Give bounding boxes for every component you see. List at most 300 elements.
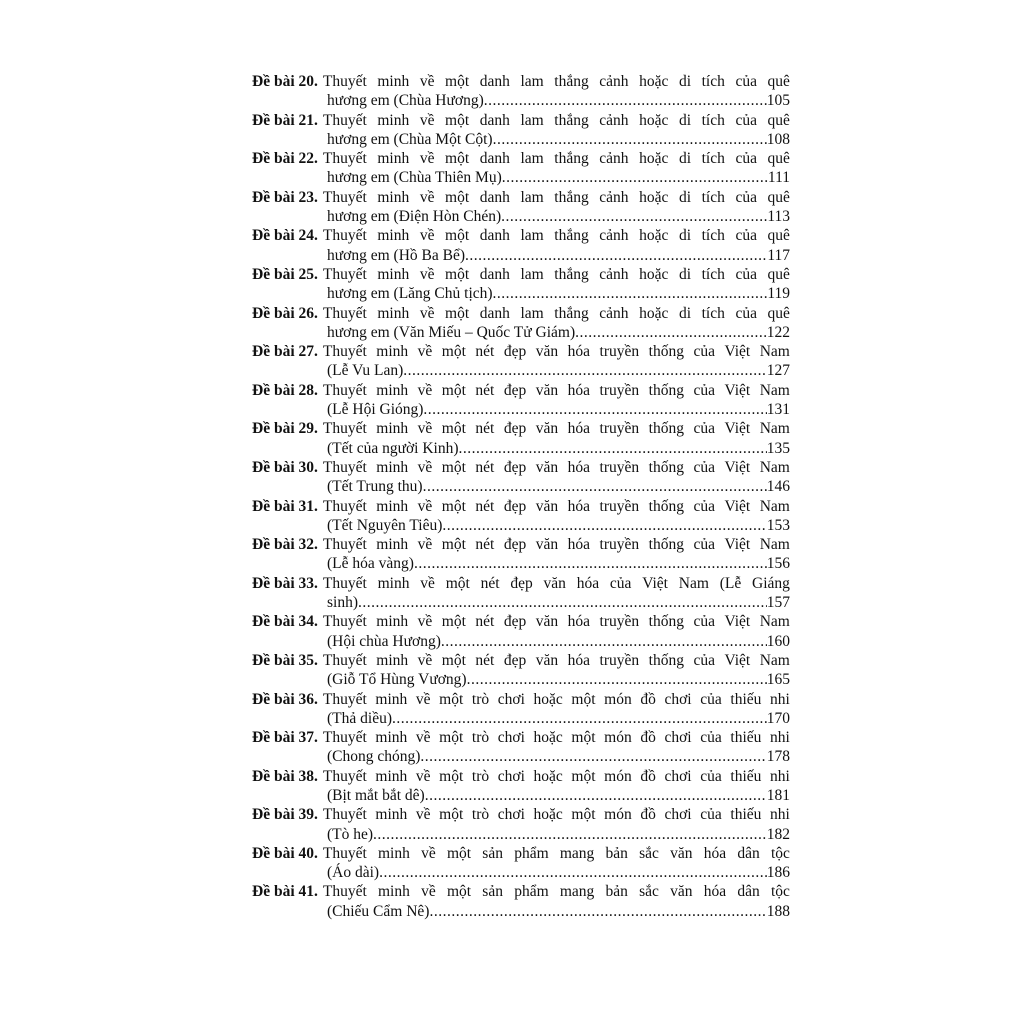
title-word: thắng [554,265,589,283]
toc-entry-continuation-line [252,323,790,342]
title-word: minh [377,227,410,245]
toc-entry[interactable] [252,767,790,806]
title-word: thống [648,458,684,476]
title-word: minh [376,381,409,399]
dot-leader [465,246,767,265]
title-word: đẹp [503,458,527,476]
title-word: Thuyết [322,73,367,90]
title-word: đồ [640,767,656,785]
title-word: một [446,844,472,862]
toc-entry[interactable] [252,111,790,150]
title-word: thắng [554,111,589,129]
title-word: thống [648,420,684,438]
title-word: Thuyết [322,651,367,669]
toc-entry[interactable] [252,535,790,574]
title-word: tích [701,227,725,245]
title-word: bản [605,883,628,901]
title-word: hóa [567,651,591,669]
title-word: sắc [639,883,659,901]
title-word: quê [767,265,790,283]
toc-entry-title-continuation: hương em (Hồ Ba Bể) [327,246,465,264]
toc-entry-page-number: 131 [766,401,790,419]
title-word: minh [377,111,410,129]
toc-entry-title [323,805,790,824]
toc-entry[interactable] [252,728,790,767]
title-word: minh [377,73,410,90]
title-word: một [445,111,470,129]
toc-entry-heading-line [252,844,790,863]
toc-entry-continuation-line [252,207,790,226]
title-word: Việt [724,651,751,669]
title-word: về [417,613,433,631]
dot-leader [502,168,768,187]
title-word: văn [535,536,559,554]
title-word: nét [475,381,495,399]
toc-entry-page-number: 156 [766,555,790,573]
toc-entry-title [323,844,790,863]
title-word: Nam [678,574,709,592]
title-word: Thuyết [322,111,367,129]
title-word: văn [535,420,559,438]
toc-entry-continuation-line [252,670,790,689]
toc-entry-title-continuation: (Tò he) [327,825,374,843]
title-word: minh [377,188,410,206]
toc-entry[interactable] [252,149,790,188]
toc-entry-title-continuation: (Thả diều) [327,709,392,727]
title-word: Thuyết [322,227,367,245]
title-word: văn [535,651,559,669]
toc-entry-heading-line [252,188,790,207]
toc-entry[interactable] [252,226,790,265]
title-word: danh [479,111,510,129]
title-word: (Lễ [719,574,742,592]
title-word: tộc [770,883,790,901]
title-word: một [445,150,470,168]
title-word: Nam [759,497,790,515]
title-word: minh [377,574,410,592]
title-word: tích [701,111,725,129]
toc-entry[interactable] [252,497,790,536]
title-word: Thuyết [322,767,367,785]
title-word: một [446,883,472,901]
toc-entry-title [323,690,790,709]
dot-leader [358,593,767,612]
toc-entry-continuation-line [252,168,790,187]
toc-entry-label: Đề bài 25. [252,265,318,283]
title-word: trò [471,729,490,747]
toc-entry-page-number: 188 [766,902,790,920]
title-word: minh [376,458,409,476]
toc-entry-title [323,149,790,168]
title-word: quê [767,188,790,206]
toc-entry[interactable] [252,265,790,304]
title-word: về [417,536,433,554]
dot-leader [501,207,767,226]
title-word: hóa [703,883,727,901]
toc-entry-title-continuation: (Áo dài) [327,864,380,882]
title-word: minh [377,304,410,322]
title-word: chơi [497,729,525,747]
title-word: hóa [576,574,600,592]
title-word: của [700,767,722,785]
title-word: danh [479,227,510,245]
toc-entry-title [323,72,790,91]
title-word: Việt [724,420,751,438]
title-word: một [445,574,470,592]
title-word: của [700,690,722,708]
toc-entry-list [252,72,790,921]
title-word: thắng [554,188,589,206]
title-word: về [419,150,435,168]
title-word: dân [737,883,760,901]
title-word: một [439,729,464,747]
title-word: Thuyết [322,536,367,554]
title-word: đẹp [503,536,527,554]
toc-entry-label: Đề bài 40. [252,844,318,862]
toc-entry-heading-line [252,265,790,284]
title-word: Thuyết [322,265,367,283]
toc-entry-label: Đề bài 27. [252,343,318,361]
title-word: quê [767,227,790,245]
toc-entry-title [323,265,790,284]
toc-entry-continuation-line [252,709,790,728]
title-word: hoặc [639,150,669,168]
title-word: của [693,343,715,361]
title-word: tích [701,265,725,283]
title-word: cảnh [599,265,629,283]
title-word: một [571,729,596,747]
title-word: Thuyết [322,188,367,206]
toc-entry-page-number: 181 [766,786,790,804]
title-word: sản [482,883,503,901]
title-word: Nam [759,613,790,631]
title-word: văn [670,883,693,901]
title-word: Thuyết [322,883,367,901]
toc-entry-title-continuation: (Chiếu Cẩm Nê) [327,902,430,920]
toc-entry-continuation-line [252,130,790,149]
title-word: của [693,613,715,631]
title-word: di [678,111,692,129]
title-word: sản [482,844,503,862]
toc-entry-heading-line [252,72,790,91]
toc-entry-title-continuation: (Tết Trung thu) [327,478,423,496]
toc-entry-page-number: 157 [766,594,790,612]
dot-leader [429,902,766,921]
title-word: của [700,806,722,824]
title-word: tích [701,150,725,168]
toc-entry-title-continuation: sinh) [327,594,358,612]
toc-entry-label: Đề bài 28. [252,381,318,399]
title-word: về [417,420,433,438]
title-word: món [604,729,632,747]
title-word: di [678,150,692,168]
title-word: về [419,188,435,206]
title-word: minh [375,806,408,824]
title-word: về [417,458,433,476]
title-word: minh [377,265,410,283]
title-word: nhi [770,690,790,708]
title-word: đẹp [503,613,527,631]
title-word: lam [520,304,544,322]
title-word: hóa [567,497,591,515]
title-word: truyền [599,420,640,438]
toc-entry-title [323,574,790,593]
title-word: nét [475,458,495,476]
title-word: Thuyết [322,613,367,631]
title-word: hóa [567,343,591,361]
toc-entry-page-number: 146 [766,478,790,496]
title-word: Nam [759,343,790,361]
dot-leader [392,709,767,728]
title-word: minh [376,536,409,554]
title-word: văn [535,613,559,631]
toc-entry-label: Đề bài 29. [252,420,318,438]
title-word: di [678,227,692,245]
title-word: Thuyết [322,806,367,824]
title-word: thiếu [730,729,762,747]
title-word: thiếu [730,767,762,785]
toc-entry-title-continuation: (Hội chùa Hương) [327,632,441,650]
toc-entry[interactable] [252,651,790,690]
dot-leader [425,786,767,805]
toc-entry-page-number: 165 [766,671,790,689]
toc-entry[interactable] [252,612,790,651]
title-word: chơi [497,806,525,824]
toc-entry-page-number: 160 [766,632,790,650]
title-word: di [678,304,692,322]
toc-entry-label: Đề bài 21. [252,111,318,129]
toc-entry-heading-line [252,535,790,554]
toc-entry-continuation-line [252,361,790,380]
title-word: chơi [497,767,525,785]
title-word: hoặc [533,767,563,785]
toc-entry-continuation-line [252,477,790,496]
title-word: truyền [599,613,640,631]
toc-entry-heading-line [252,111,790,130]
title-word: của [735,304,757,322]
toc-entry-continuation-line [252,747,790,766]
title-word: trò [471,806,490,824]
title-word: về [419,304,435,322]
toc-entry[interactable] [252,805,790,844]
title-word: nét [475,420,495,438]
toc-entry[interactable] [252,419,790,458]
title-word: tích [701,73,725,90]
toc-entry-title [323,458,790,477]
title-word: thiếu [730,690,762,708]
title-word: thống [648,651,684,669]
title-word: Thuyết [322,150,367,168]
toc-entry-label: Đề bài 33. [252,574,318,592]
title-word: hóa [567,458,591,476]
title-word: quê [767,73,790,90]
toc-entry-continuation-line [252,632,790,651]
title-word: nét [475,497,495,515]
toc-entry[interactable] [252,882,790,921]
toc-entry-label: Đề bài 35. [252,651,318,669]
title-word: thắng [554,73,589,90]
toc-entry-title [323,342,790,361]
toc-entry-title [323,767,790,786]
dot-leader [441,632,767,651]
title-word: về [415,690,431,708]
title-word: nhi [770,806,790,824]
toc-entry-label: Đề bài 37. [252,729,318,747]
title-word: một [445,265,470,283]
title-word: một [439,690,464,708]
title-word: của [735,227,757,245]
title-word: một [439,806,464,824]
title-word: văn [535,458,559,476]
title-word: đẹp [503,497,527,515]
title-word: nét [475,343,495,361]
toc-entry-continuation-line [252,246,790,265]
toc-entry[interactable] [252,381,790,420]
title-word: truyền [599,458,640,476]
title-word: minh [378,844,410,862]
toc-entry-title-continuation: (Bịt mắt bắt dê) [327,786,425,804]
title-word: một [441,497,466,515]
title-word: cảnh [599,227,629,245]
toc-entry-label: Đề bài 38. [252,767,318,785]
title-word: Thuyết [322,690,367,708]
title-word: di [678,73,692,90]
title-word: danh [479,73,510,90]
title-word: thống [648,613,684,631]
title-word: mang [559,883,595,901]
toc-entry-title-continuation: (Lễ Vu Lan) [327,362,404,380]
toc-entry-continuation-line [252,516,790,535]
title-word: về [417,381,433,399]
title-word: di [678,188,692,206]
title-word: Thuyết [322,497,367,515]
title-word: về [415,767,431,785]
toc-entry-heading-line [252,342,790,361]
toc-entry-heading-line [252,458,790,477]
title-word: minh [376,651,409,669]
toc-entry[interactable] [252,690,790,729]
toc-entry-page-number: 153 [766,516,790,534]
title-word: Giáng [752,574,790,592]
title-word: đẹp [503,420,527,438]
toc-entry-title [323,188,790,207]
toc-entry-title [323,226,790,245]
title-word: của [735,188,757,206]
title-word: của [693,381,715,399]
title-word: một [441,458,466,476]
title-word: một [441,420,466,438]
title-word: văn [543,574,566,592]
title-word: hoặc [639,111,669,129]
title-word: Việt [724,536,751,554]
toc-entry-continuation-line [252,825,790,844]
toc-entry-page-number: 127 [766,362,790,380]
title-word: cảnh [599,111,629,129]
toc-entry-label: Đề bài 31. [252,497,318,515]
toc-entry-heading-line [252,690,790,709]
title-word: đồ [640,806,656,824]
title-word: của [735,111,757,129]
dot-leader [442,516,766,535]
table-of-contents [252,72,790,921]
title-word: đẹp [503,381,527,399]
toc-entry-title-continuation: hương em (Chùa Một Cột) [327,130,493,148]
title-word: minh [376,420,409,438]
title-word: một [571,767,596,785]
toc-entry-label: Đề bài 23. [252,188,318,206]
title-word: lam [520,73,544,90]
title-word: cảnh [599,188,629,206]
toc-entry-title [323,535,790,554]
toc-entry-title [323,111,790,130]
toc-entry[interactable] [252,304,790,343]
toc-entry-page-number: 117 [767,246,790,264]
toc-entry-continuation-line [252,554,790,573]
title-word: tộc [770,844,790,862]
title-word: mang [559,844,595,862]
title-word: chơi [664,806,692,824]
title-word: về [420,574,435,592]
toc-entry-heading-line [252,226,790,245]
title-word: một [445,227,470,245]
title-word: thống [648,381,684,399]
title-word: tích [701,304,725,322]
title-word: danh [479,150,510,168]
title-word: Thuyết [322,729,367,747]
title-word: Nam [759,381,790,399]
title-word: về [417,651,433,669]
toc-entry-title-continuation: hương em (Lăng Chủ tịch) [327,285,493,303]
title-word: tích [701,188,725,206]
title-word: thắng [554,304,589,322]
title-word: Việt [642,574,668,592]
toc-entry-title [323,381,790,400]
toc-entry-label: Đề bài 36. [252,690,318,708]
title-word: về [417,497,433,515]
toc-entry[interactable] [252,458,790,497]
title-word: một [445,188,470,206]
toc-entry[interactable] [252,188,790,227]
toc-entry-page-number: 119 [767,285,790,303]
title-word: lam [520,265,544,283]
toc-entry[interactable] [252,574,790,613]
toc-entry[interactable] [252,342,790,381]
toc-entry-title-continuation: hương em (Văn Miếu – Quốc Tử Giám) [327,323,576,341]
title-word: bản [605,844,628,862]
title-word: Nam [759,651,790,669]
title-word: Việt [724,458,751,476]
title-word: lam [520,188,544,206]
title-word: minh [378,883,410,901]
dot-leader [403,361,766,380]
toc-entry-heading-line [252,728,790,747]
title-word: Việt [724,497,751,515]
dot-leader [484,91,767,110]
title-word: thắng [554,227,589,245]
title-word: nét [475,651,495,669]
title-word: hoặc [639,265,669,283]
toc-entry-title-continuation: hương em (Điện Hòn Chén) [327,208,502,226]
title-word: đẹp [510,574,533,592]
toc-entry-title-continuation: hương em (Chùa Thiên Mụ) [327,169,502,187]
title-word: truyền [599,381,640,399]
dot-leader [575,323,767,342]
title-word: về [415,806,431,824]
title-word: quê [767,304,790,322]
toc-entry-heading-line [252,497,790,516]
toc-entry[interactable] [252,72,790,111]
toc-entry[interactable] [252,844,790,883]
